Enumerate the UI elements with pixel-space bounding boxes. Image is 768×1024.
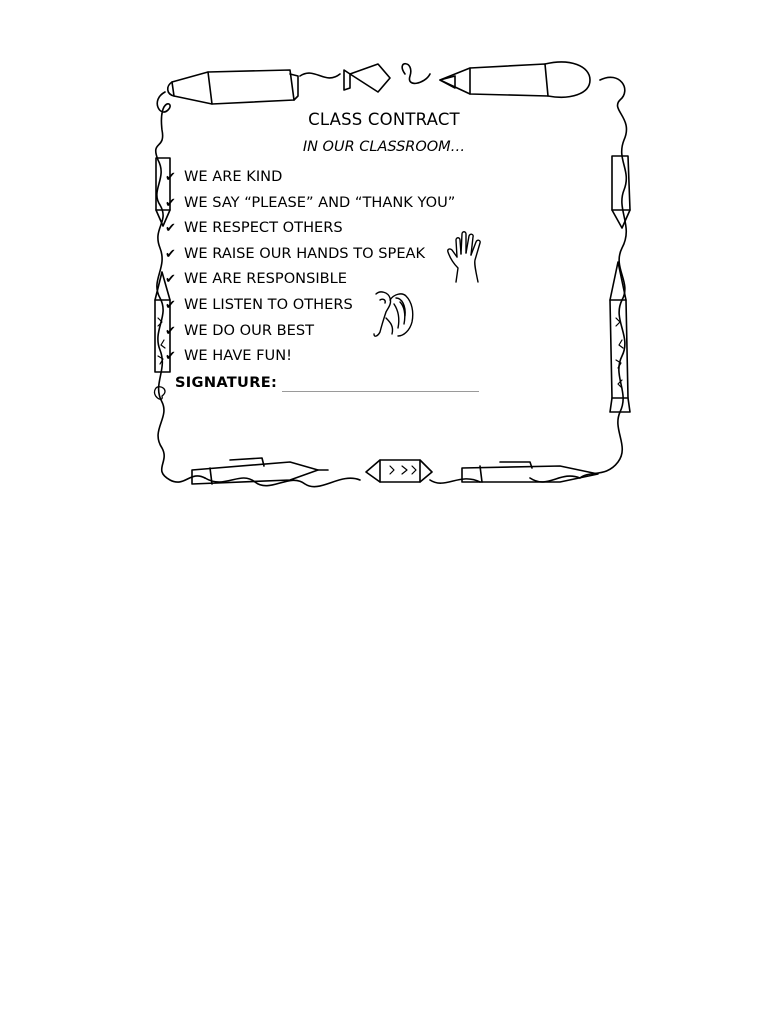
contract-title: CLASS CONTRACT — [308, 110, 460, 129]
check-mark-icon: ✔ — [165, 221, 176, 237]
signature-line[interactable] — [282, 391, 479, 392]
rule-text: WE RAISE OUR HANDS TO SPEAK — [184, 244, 426, 262]
rule-text: WE DO OUR BEST — [184, 321, 315, 339]
rule-text: WE SAY “PLEASE” AND “THANK YOU” — [184, 193, 456, 211]
check-mark-icon: ✔ — [165, 246, 176, 262]
check-mark-icon: ✔ — [165, 323, 176, 339]
rule-text: WE ARE RESPONSIBLE — [184, 270, 348, 288]
rule-text: WE RESPECT OTHERS — [184, 219, 343, 237]
rules-list — [165, 166, 455, 371]
raised-hand-icon — [446, 228, 488, 284]
list-item — [165, 243, 455, 269]
list-item — [165, 217, 455, 243]
contract-subtitle: IN OUR CLASSROOM… — [302, 139, 466, 155]
rule-text: WE LISTEN TO OTHERS — [184, 295, 353, 313]
check-mark-icon: ✔ — [165, 272, 176, 288]
list-item — [165, 345, 455, 371]
check-mark-icon: ✔ — [165, 195, 176, 211]
rule-text: WE HAVE FUN! — [184, 347, 292, 365]
rule-text: WE ARE KIND — [184, 168, 283, 185]
check-mark-icon: ✔ — [165, 170, 176, 185]
check-mark-icon: ✔ — [165, 349, 176, 365]
check-mark-icon: ✔ — [165, 297, 176, 313]
list-item — [165, 166, 455, 192]
list-item — [165, 192, 455, 218]
listening-ear-icon — [372, 288, 418, 340]
signature-label: SIGNATURE: — [175, 374, 278, 391]
